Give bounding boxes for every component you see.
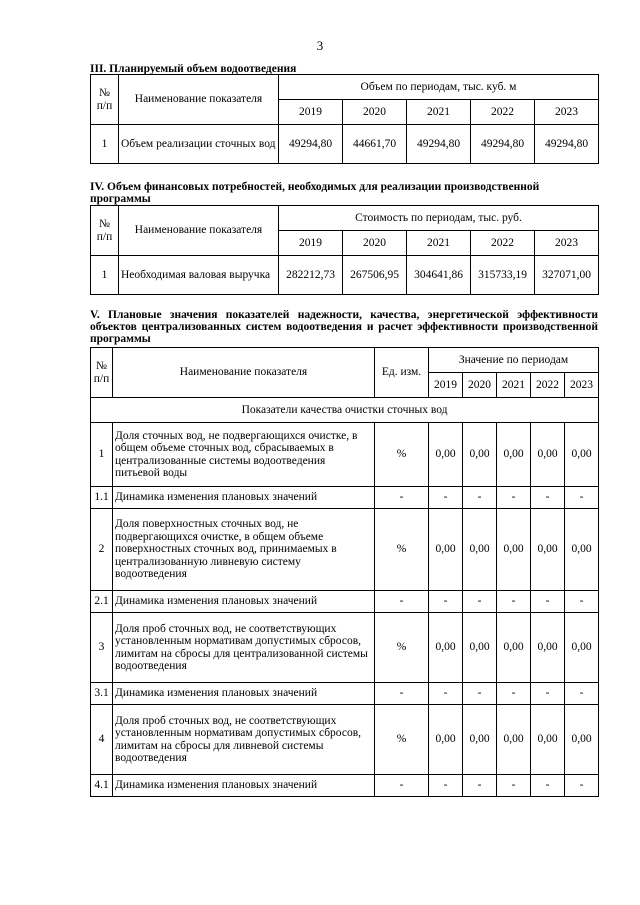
year-header: 2019 (429, 373, 463, 398)
cell-value: 0,00 (565, 705, 599, 775)
cell-value: 327071,00 (535, 256, 599, 295)
row-unit: - (375, 487, 429, 509)
cell-value: - (565, 775, 599, 797)
cell-value: - (429, 487, 463, 509)
cell-value: 304641,86 (407, 256, 471, 295)
year-header: 2021 (497, 373, 531, 398)
row-unit: % (375, 705, 429, 775)
cell-value: - (565, 683, 599, 705)
year-header: 2019 (279, 231, 343, 256)
cell-value: - (497, 775, 531, 797)
col-header-name: Наименование показателя (113, 348, 375, 398)
cell-value: - (429, 683, 463, 705)
cell-value: - (531, 487, 565, 509)
cell-value: 0,00 (429, 613, 463, 683)
year-header: 2022 (531, 373, 565, 398)
cell-value: 49294,80 (471, 125, 535, 164)
cell-value: 0,00 (429, 509, 463, 591)
table-row (91, 487, 599, 509)
table-planned-volume (90, 74, 599, 164)
year-header: 2022 (471, 231, 535, 256)
row-unit: - (375, 591, 429, 613)
table-row (91, 125, 599, 164)
cell-value: 0,00 (429, 705, 463, 775)
cell-value: - (531, 775, 565, 797)
table-row (91, 613, 599, 683)
row-num: 1 (91, 256, 119, 295)
year-header: 2021 (407, 231, 471, 256)
table-row (91, 509, 599, 591)
year-header: 2021 (407, 100, 471, 125)
row-name: Динамика изменения плановых значений (113, 775, 375, 797)
cell-value: 0,00 (531, 423, 565, 487)
cell-value: 49294,80 (407, 125, 471, 164)
row-unit: - (375, 683, 429, 705)
row-num: 4.1 (91, 775, 113, 797)
row-unit: % (375, 613, 429, 683)
cell-value: - (497, 683, 531, 705)
cell-value: - (531, 591, 565, 613)
cell-value: 0,00 (463, 423, 497, 487)
cell-value: 0,00 (565, 423, 599, 487)
col-header-group: Объем по периодам, тыс. куб. м (279, 75, 599, 100)
cell-value: 49294,80 (279, 125, 343, 164)
row-unit: % (375, 423, 429, 487)
cell-value: 0,00 (497, 705, 531, 775)
cell-value: 0,00 (565, 613, 599, 683)
row-num: 1 (91, 125, 119, 164)
year-header: 2023 (535, 100, 599, 125)
col-header-group: Стоимость по периодам, тыс. руб. (279, 206, 599, 231)
row-unit: % (375, 509, 429, 591)
year-header: 2020 (463, 373, 497, 398)
year-header: 2020 (343, 100, 407, 125)
col-header-unit: Ед. изм. (375, 348, 429, 398)
row-name: Динамика изменения плановых значений (113, 487, 375, 509)
row-name: Доля проб сточных вод, не соответствующих установленным нормативам допустимых сбросов, лимитам на сбросы для централизованной системы водоотведения (113, 613, 375, 683)
cell-value: 0,00 (497, 613, 531, 683)
cell-value: - (463, 683, 497, 705)
cell-value: - (463, 775, 497, 797)
row-unit: - (375, 775, 429, 797)
row-name: Необходимая валовая выручка (119, 256, 279, 295)
row-num: 3 (91, 613, 113, 683)
col-header-num: № п/п (91, 206, 119, 256)
cell-value: - (497, 487, 531, 509)
cell-value: 49294,80 (535, 125, 599, 164)
table-row (91, 591, 599, 613)
cell-value: 267506,95 (343, 256, 407, 295)
table-row (91, 423, 599, 487)
cell-value: - (429, 591, 463, 613)
cell-value: - (497, 591, 531, 613)
year-header: 2020 (343, 231, 407, 256)
year-header: 2023 (565, 373, 599, 398)
row-num: 2.1 (91, 591, 113, 613)
cell-value: 0,00 (429, 423, 463, 487)
col-header-group: Значение по периодам (429, 348, 599, 373)
cell-value: - (531, 683, 565, 705)
table-row (91, 775, 599, 797)
row-name: Динамика изменения плановых значений (113, 683, 375, 705)
cell-value: - (565, 591, 599, 613)
row-num: 1.1 (91, 487, 113, 509)
col-header-name: Наименование показателя (119, 206, 279, 256)
year-header: 2022 (471, 100, 535, 125)
year-header: 2023 (535, 231, 599, 256)
table-row (91, 705, 599, 775)
row-num: 3.1 (91, 683, 113, 705)
row-name: Объем реализации сточных вод (119, 125, 279, 164)
row-num: 1 (91, 423, 113, 487)
table-subheader: Показатели качества очистки сточных вод (91, 398, 599, 423)
table-row (91, 683, 599, 705)
section-4-title: IV. Объем финансовых потребностей, необходимых для реализации производственной программы (90, 181, 540, 205)
cell-value: - (565, 487, 599, 509)
cell-value: - (429, 775, 463, 797)
col-header-name: Наименование показателя (119, 75, 279, 125)
col-header-num: № п/п (91, 75, 119, 125)
cell-value: 315733,19 (471, 256, 535, 295)
table-row (91, 256, 599, 295)
cell-value: 0,00 (463, 509, 497, 591)
cell-value: - (463, 487, 497, 509)
row-name: Доля сточных вод, не подвергающихся очистке, в общем объеме сточных вод, сбрасываемых в централизованные системы водоотведения питьевой воды (113, 423, 375, 487)
table-financial-needs (90, 205, 599, 295)
row-name: Доля поверхностных сточных вод, не подвергающихся очистке, в общем объеме поверхностных сточных вод, принимаемых в централизованную ливневую систему водоотведения (113, 509, 375, 591)
row-name: Динамика изменения плановых значений (113, 591, 375, 613)
col-header-num: № п/п (91, 348, 113, 398)
section-5-title: V. Плановые значения показателей надежности, качества, энергетической эффективности объектов централизованных систем водоотведения и расчет эффективности производственной программы (90, 309, 598, 345)
cell-value: 0,00 (531, 613, 565, 683)
cell-value: 0,00 (463, 705, 497, 775)
cell-value: 0,00 (531, 705, 565, 775)
row-num: 2 (91, 509, 113, 591)
cell-value: 0,00 (463, 613, 497, 683)
cell-value: - (463, 591, 497, 613)
table-quality-indicators (90, 347, 599, 797)
cell-value: 282212,73 (279, 256, 343, 295)
row-num: 4 (91, 705, 113, 775)
row-name: Доля проб сточных вод, не соответствующих установленным нормативам допустимых сбросов, лимитам на сбросы для ливневой системы водоотведения (113, 705, 375, 775)
section-3-title: III. Планируемый объем водоотведения (90, 63, 297, 75)
cell-value: 0,00 (497, 423, 531, 487)
cell-value: 0,00 (565, 509, 599, 591)
cell-value: 0,00 (497, 509, 531, 591)
year-header: 2019 (279, 100, 343, 125)
page-number: 3 (316, 38, 324, 53)
cell-value: 0,00 (531, 509, 565, 591)
cell-value: 44661,70 (343, 125, 407, 164)
